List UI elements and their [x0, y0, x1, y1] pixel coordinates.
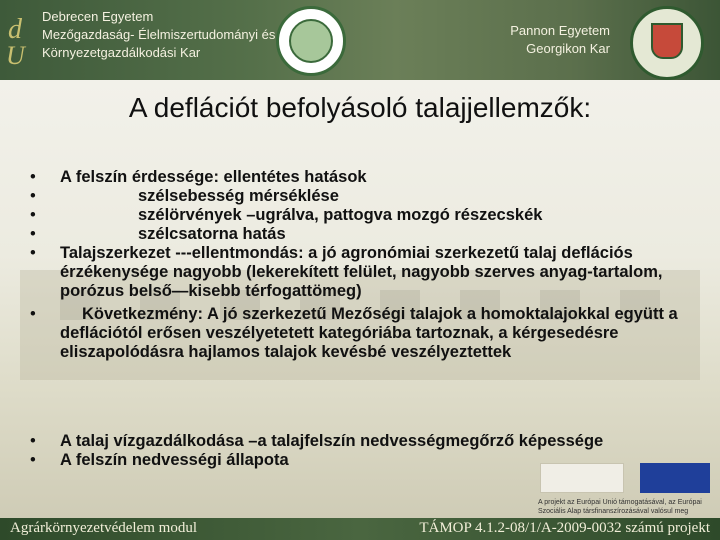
left-university-line-1: Debrecen Egyetem — [42, 9, 154, 24]
bullet-item: • A talaj vízgazdálkodása –a talajfelszín nedvességmegőrző képessége — [30, 432, 604, 450]
footer-project-id: TÁMOP 4.1.2-08/1/A-2009-0032 számú projekt — [419, 520, 710, 536]
slide-title: A deflációt befolyásoló talajjellemzők: — [128, 92, 592, 123]
uj-magyarorszag-logo-icon — [540, 463, 624, 493]
footer-module-name: Agrárkörnyezetvédelem modul — [10, 520, 198, 536]
bullet-item: • A felszín érdessége: ellentétes hatások — [30, 168, 367, 186]
eu-funding-note: A projekt az Európai Unió támogatásával, az Európai Szociális Alap társfinanszírozásával valósul meg — [538, 499, 702, 515]
slide-footer — [0, 518, 720, 540]
slide-content — [0, 80, 720, 518]
bullet-item: • szélcsatorna hatás — [30, 225, 286, 243]
bullet-item: • A felszín nedvességi állapota — [30, 451, 289, 469]
svg-text:d: d — [8, 14, 22, 45]
svg-text:U: U — [6, 41, 25, 68]
left-university-name — [42, 8, 275, 62]
right-university-line-1: Pannon Egyetem — [510, 23, 610, 38]
bullet-item: • szélsebesség mérséklése — [30, 187, 339, 205]
bullet-item: • szélörvények –ugrálva, pattogva mozgó részecskék — [30, 206, 543, 224]
bullet-item: • Talajszerkezet ---ellentmondás: a jó agronómiai szerkezetű talaj deflációs érzékenysége nagyobb (lekerekített felület, nagyobb szerves anyag-tartalom, porózus belső—kisebb térfogattömeg) — [30, 244, 663, 300]
eu-flag-icon — [640, 463, 710, 493]
right-university-name — [510, 22, 610, 58]
bullet-list — [30, 168, 700, 362]
left-university-line-2: Mezőgazdaság- Élelmiszertudományi és — [42, 27, 276, 42]
left-university-line-3: Környezetgazdálkodási Kar — [42, 45, 201, 60]
right-seal-icon — [630, 6, 704, 80]
bullet-item: • Következmény: A jó szerkezetű Mezőségi talajok a homoktalajokkal együtt a deflációtól erősen veszélyetetett kategóriába tartoznak, a kérgesedésre eliszapolódásra hajlamos talajok kevésbé veszélyeztettek — [30, 305, 678, 361]
center-seal-icon — [276, 6, 346, 76]
slide-header — [0, 0, 720, 80]
right-university-line-2: Georgikon Kar — [526, 41, 610, 56]
university-logo-icon — [4, 8, 36, 68]
